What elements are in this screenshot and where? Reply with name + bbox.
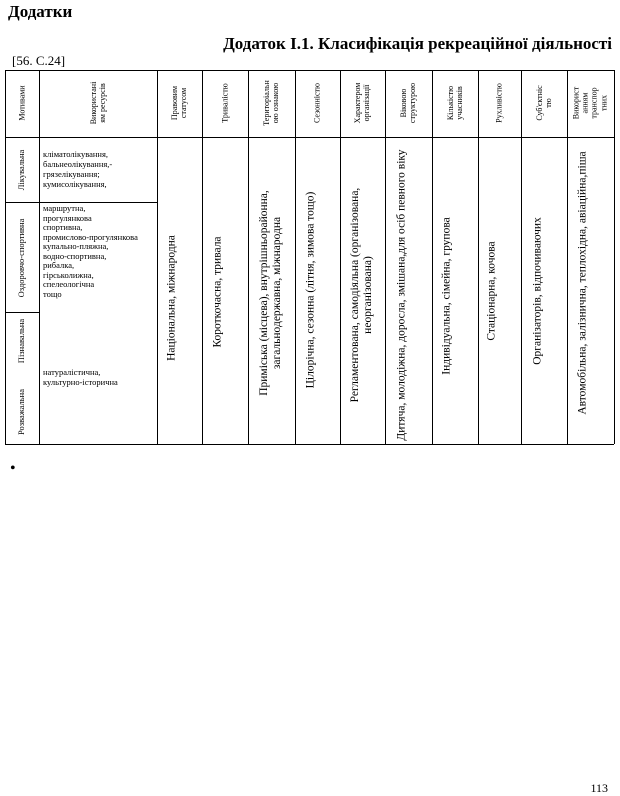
value-seasonality: Цілорічна, сезонна (літня, зимова тощо)	[304, 191, 317, 389]
motive-sport: Оздоровчо-спортивна	[16, 218, 27, 298]
header-organization: Характером організації	[352, 82, 371, 124]
header-resources: Використані ям ресурсів	[88, 81, 107, 125]
value-age: Дитяча, молодіжна, доросла, змішана,для осіб певного віку	[395, 149, 408, 441]
value-organization: Регламентована, самодіяльна (організована, неорганізована)	[348, 187, 374, 403]
motive-cognitive: Пізнавальна	[16, 318, 27, 364]
appendix-title: Додаток І.1. Класифікація рекреаційної діяльності	[223, 34, 612, 53]
page-heading: Додатки	[8, 2, 73, 21]
header-age: Віковою структурою	[398, 82, 417, 124]
value-duration: Короткочасна, тривала	[211, 236, 224, 348]
source-reference: [56. С.24]	[12, 53, 66, 68]
value-territorial: Приміська (місцева), внутрішньорайонна, загальнодержавна, міжнародна	[257, 190, 283, 396]
header-duration: Тривалістю	[220, 83, 230, 123]
header-legal-status: Правовим статусом	[169, 85, 188, 121]
header-transport: Використ анням транспор тних	[571, 86, 609, 120]
header-motives: Мотивами	[17, 85, 27, 121]
header-seasonality: Сезонністю	[312, 82, 322, 124]
resources-treatment: кліматолікування, бальнеолікування,- грязелікування; кумисолікування,	[43, 149, 113, 190]
header-mobility: Рухливістю	[494, 83, 504, 123]
motive-treatment: Лікувальна	[16, 149, 27, 191]
list-bullet: •	[10, 460, 16, 477]
value-legal-status: Національна, міжнародна	[165, 235, 178, 361]
header-count: Кількістю учасників	[445, 85, 464, 121]
value-subjectness: Організаторів, відпочиваючих	[531, 217, 544, 365]
header-subjectness: Суб'єктніс тю	[534, 85, 553, 121]
resources-cognitive: натуралістична, культурно-історична	[43, 367, 118, 388]
value-mobility: Стаціонарна, кочова	[485, 241, 498, 341]
resources-sport: маршрутна, прогулянкова спортивна, промислово-прогулянкова купально-пляжна, водно-спортивна, рибалка, гірськолижна, спелеологічна тощо	[43, 203, 138, 299]
value-transport: Автомобільна, залізнична, теплохідна, авіаційна,піша	[576, 151, 589, 415]
value-count: Індивідуальна, сімейна, групова	[440, 217, 453, 375]
motive-entertainment: Розважальна	[16, 389, 27, 435]
header-territorial: Територіальн ою ознакою	[261, 80, 280, 126]
page-number: 113	[590, 781, 608, 795]
